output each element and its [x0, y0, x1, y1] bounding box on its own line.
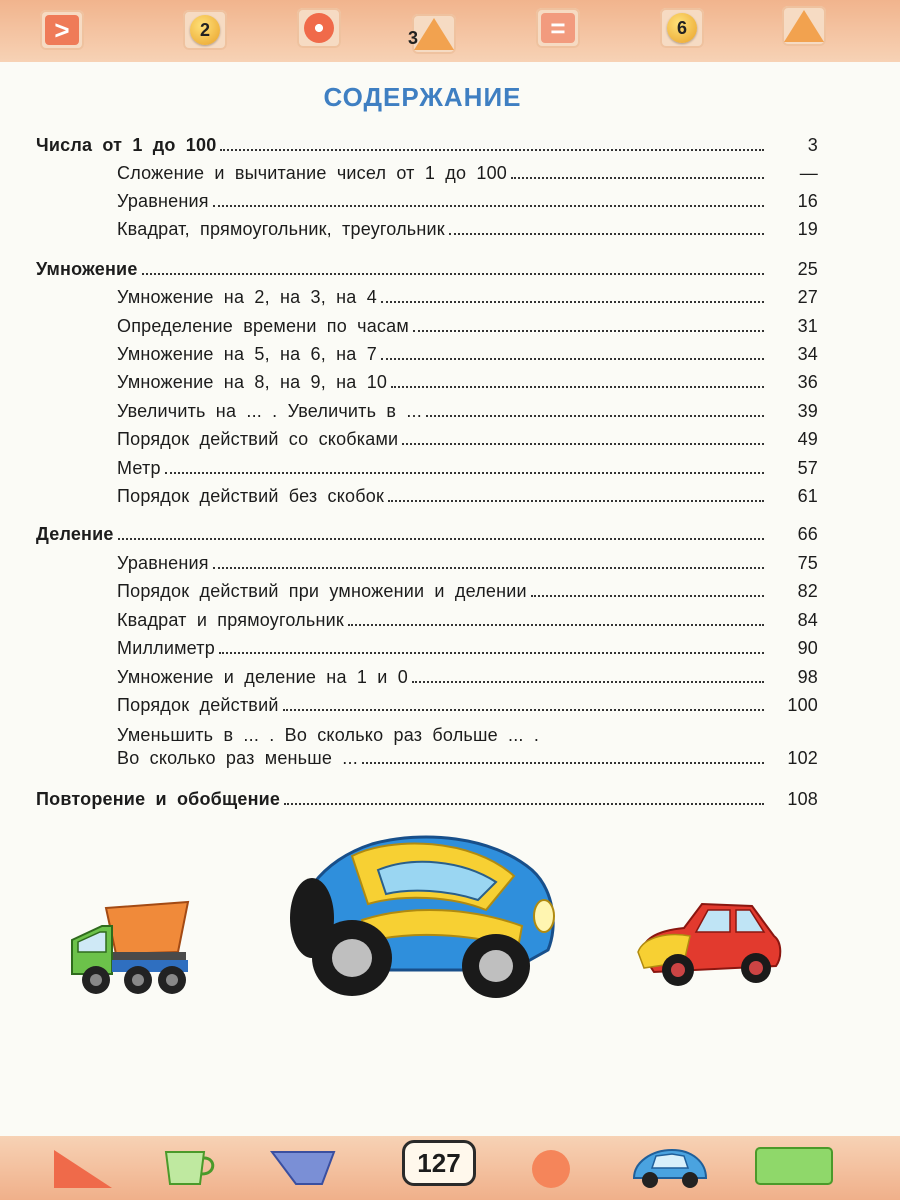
toc-entry — [36, 688, 818, 716]
triangle-3-tile — [408, 14, 456, 54]
orange-circle-icon — [528, 1146, 574, 1192]
red-circle-tile — [297, 8, 341, 48]
dot-leader — [348, 624, 764, 626]
toc-entry-label: Умножение — [36, 259, 138, 279]
dot-leader — [426, 415, 764, 417]
toc-entry-label: Деление — [36, 524, 114, 544]
dot-leader — [213, 567, 764, 569]
toc-entry-page: 31 — [797, 316, 818, 336]
toc-entry — [36, 212, 818, 240]
triangle-3-label: 3 — [408, 28, 419, 48]
dot-leader — [220, 149, 764, 151]
red-car-illustration — [634, 896, 784, 996]
toc-entry — [36, 394, 818, 422]
toc-entry-label: Увеличить на ... . Увеличить в ... — [117, 401, 422, 421]
toc-entry-label: Миллиметр — [117, 638, 215, 658]
toc-entry — [36, 309, 818, 337]
toc-entry-label: Сложение и вычитание чисел от 1 до 100 — [117, 163, 507, 183]
toc-entry-page: 75 — [797, 553, 818, 573]
number-6-coin: 6 — [667, 13, 697, 43]
toc-entry-label: Числа от 1 до 100 — [36, 135, 217, 155]
toc-entry-page: 108 — [787, 789, 818, 809]
equals-tile — [536, 8, 580, 48]
toc-entry — [36, 184, 818, 212]
dot-leader — [388, 500, 764, 502]
toc-entry — [36, 252, 818, 280]
number-tile-6 — [660, 8, 704, 48]
greater-than-sign: > — [45, 15, 79, 45]
toc-entry — [36, 546, 818, 574]
toc-entry — [36, 365, 818, 393]
toc-entry — [36, 128, 818, 156]
toc-entry-label: Умножение на 2, на 3, на 4 — [117, 287, 377, 307]
toc-entry-label: Квадрат и прямоугольник — [117, 610, 344, 630]
dot-leader — [412, 681, 764, 683]
toc-entry — [36, 741, 818, 769]
toc-entry-label: Уравнения — [117, 553, 209, 573]
toc-entry-page: 61 — [797, 486, 818, 506]
toc-entry-label: Умножение и деление на 1 и 0 — [117, 667, 408, 687]
dot-leader — [381, 358, 764, 360]
toc-entry — [36, 574, 818, 602]
toc-entry-page: 66 — [797, 524, 818, 544]
blue-toy-car-illustration — [282, 830, 562, 1000]
dot-leader — [165, 472, 764, 474]
toc-entry-page: 57 — [797, 458, 818, 478]
orange-triangle-tile — [782, 6, 826, 46]
toc-entry-label: Во сколько раз меньше ... — [117, 748, 358, 768]
toc-entry-page: 100 — [787, 695, 818, 715]
number-tile-2 — [183, 10, 227, 50]
toc-entry — [36, 603, 818, 631]
dot-leader — [362, 762, 764, 764]
toc-entry-page: 34 — [797, 344, 818, 364]
triangle-3-icon — [408, 18, 454, 50]
toc-entry-page: 27 — [797, 287, 818, 307]
red-circle-icon — [304, 13, 334, 43]
cup-icon — [160, 1144, 220, 1190]
page-number: 127 — [402, 1140, 476, 1186]
toc-entry-page: 3 — [807, 135, 818, 155]
toc-entry — [36, 422, 818, 450]
toc-entry — [36, 280, 818, 308]
toc-entry-page: 19 — [797, 219, 818, 239]
page-title: СОДЕРЖАНИЕ — [323, 82, 522, 112]
toc-entry — [36, 156, 818, 184]
toc-entry — [36, 517, 818, 545]
toc-entry-page: 90 — [797, 638, 818, 658]
toc-entry — [36, 337, 818, 365]
dot-leader — [283, 709, 764, 711]
toc-entry-page: — — [799, 163, 818, 183]
toc-entry-label: Уравнения — [117, 191, 209, 211]
toc-entry-label: Метр — [117, 458, 161, 478]
blue-trapezoid-icon — [270, 1148, 336, 1188]
toc-entry-label: Квадрат, прямоугольник, треугольник — [117, 219, 445, 239]
dot-leader — [142, 273, 764, 275]
toc-entry-label: Определение времени по часам — [117, 316, 409, 336]
dot-leader — [449, 233, 764, 235]
toc-entry-page: 98 — [797, 667, 818, 687]
toc-entry-label: Порядок действий без скобок — [117, 486, 385, 506]
toc-entry-label: Повторение и обобщение — [36, 789, 281, 809]
dump-truck-illustration — [66, 896, 196, 1000]
toc-entry-label: Уменьшить в ... . Во сколько раз больше ... . — [117, 725, 540, 745]
orange-triangle-icon — [784, 10, 824, 42]
toc-entry — [36, 451, 818, 479]
toc-entry — [36, 660, 818, 688]
equals-sign: = — [541, 13, 575, 43]
number-2-coin: 2 — [190, 15, 220, 45]
red-triangle-icon — [50, 1146, 116, 1192]
blue-beetle-car-icon — [628, 1144, 712, 1190]
toc-entry-page: 25 — [797, 259, 818, 279]
toc-entry-label: Умножение на 5, на 6, на 7 — [117, 344, 377, 364]
dot-leader — [213, 205, 764, 207]
toc-entry-page: 102 — [787, 748, 818, 768]
toc-entry — [36, 479, 818, 507]
toc-entry-label: Порядок действий со скобками — [117, 429, 399, 449]
green-rectangle-icon — [754, 1146, 834, 1186]
dot-leader — [381, 301, 764, 303]
dot-leader — [511, 177, 764, 179]
toc-entry-page: 82 — [797, 581, 818, 601]
toc-entry — [36, 782, 818, 810]
toc-entry-page: 84 — [797, 610, 818, 630]
toc-entry-page: 49 — [797, 429, 818, 449]
toc-entry-page: 16 — [797, 191, 818, 211]
dot-leader — [118, 538, 764, 540]
dot-leader — [531, 595, 764, 597]
dot-leader — [284, 803, 764, 805]
toc-entry-page: 39 — [797, 401, 818, 421]
dot-leader — [391, 386, 764, 388]
dot-leader — [219, 652, 764, 654]
toc-entry-page: 36 — [797, 372, 818, 392]
greater-than-tile — [40, 10, 84, 50]
dot-leader — [402, 443, 764, 445]
toc-entry — [36, 631, 818, 659]
toc-entry-label: Порядок действий — [117, 695, 279, 715]
toc-entry-label: Умножение на 8, на 9, на 10 — [117, 372, 388, 392]
toc-entry-label: Порядок действий при умножении и делении — [117, 581, 527, 601]
dot-leader — [413, 330, 764, 332]
